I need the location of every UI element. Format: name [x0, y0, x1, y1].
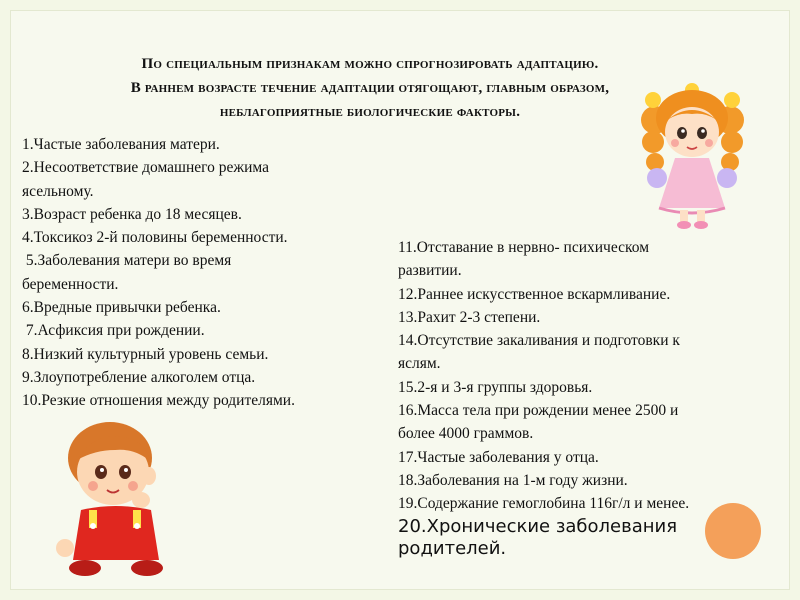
list-item: 14.Отсутствие закаливания и подготовки к	[398, 332, 680, 350]
list-item: 9.Злоупотребление алкоголем отца.	[22, 368, 256, 386]
list-item: 1.Частые заболевания матери.	[22, 136, 220, 153]
list-item: 15.2-я и 3-я группы здоровья.	[398, 378, 593, 396]
list-item: 6.Вредные привычки ребенка.	[22, 299, 221, 317]
title-line-1: По специальным признакам можно спрогнозировать адаптацию.	[141, 56, 599, 72]
list-item: яслям.	[398, 355, 441, 373]
list-item: 2.Несоответствие домашнего режима	[22, 159, 269, 177]
list-item: 10.Резкие отношения между родителями.	[22, 392, 295, 410]
list-item: 3.Возраст ребенка до 18 месяцев.	[22, 205, 242, 223]
title-line-2: В раннем возрасте течение адаптации отягощают, главным образом,	[130, 80, 610, 96]
left-factor-list	[22, 133, 382, 413]
list-item: 11.Отставание в нервно- психическом	[398, 239, 649, 256]
list-item: 19.Содержание гемоглобина 116г/л и менее.	[398, 495, 690, 513]
list-item: 16.Масса тела при рождении менее 2500 и	[398, 402, 679, 420]
list-item: 5.Заболевания матери во время	[22, 252, 232, 270]
list-item: развитии.	[398, 262, 462, 280]
list-item: более 4000 граммов.	[398, 425, 534, 443]
list-item: 4.Токсикоз 2-й половины беременности.	[22, 229, 288, 247]
list-item: родителей.	[398, 537, 507, 559]
list-item: 12.Раннее искусственное вскармливание.	[398, 285, 671, 303]
list-item: 7.Асфиксия при рождении.	[22, 322, 205, 340]
slide-title	[60, 52, 680, 124]
orange-circle-icon	[705, 503, 761, 559]
cartoon-boy-icon	[55, 420, 185, 580]
list-item: 20.Хронические заболевания	[398, 515, 678, 537]
list-item: 17.Частые заболевания у отца.	[398, 448, 599, 466]
cartoon-girl-icon	[635, 80, 750, 230]
title-line-3: неблагоприятные биологические факторы.	[219, 104, 521, 120]
list-item: беременности.	[22, 275, 119, 293]
list-item: 8.Низкий культурный уровень семьи.	[22, 345, 269, 363]
list-item: ясельному.	[22, 182, 94, 200]
list-item: 18.Заболевания на 1-м году жизни.	[398, 471, 628, 489]
list-item: 13.Рахит 2-3 степени.	[398, 308, 541, 326]
